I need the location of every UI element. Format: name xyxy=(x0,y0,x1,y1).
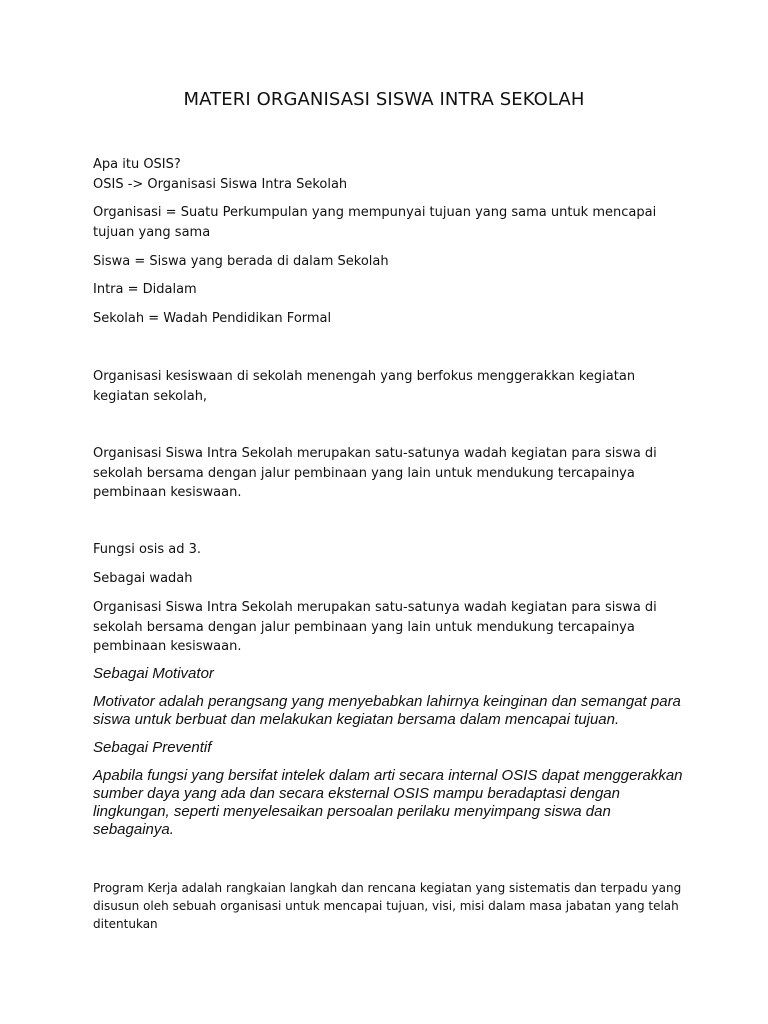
motivator-heading: Sebagai Motivator xyxy=(93,665,214,682)
osis-definition: OSIS -> Organisasi Siswa Intra Sekolah xyxy=(93,177,348,192)
preventif-heading: Sebagai Preventif xyxy=(93,739,212,756)
intra-definition: Intra = Didalam xyxy=(93,282,197,297)
kesiswaan-paragraph: Organisasi kesiswaan di sekolah menengah yang berfokus menggerakkan kegiatan kegiatan sekolah, xyxy=(93,369,636,404)
siswa-definition: Siswa = Siswa yang berada di dalam Sekolah xyxy=(93,254,389,269)
sekolah-definition: Sekolah = Wadah Pendidikan Formal xyxy=(93,311,332,326)
osis-paragraph-2: Organisasi Siswa Intra Sekolah merupakan satu-satunya wadah kegiatan para siswa di sekolah bersama dengan jalur pembinaan yang lain untuk mendukung tercapainya pembinaan kesiswaan. xyxy=(93,600,657,654)
preventif-text: Apabila fungsi yang bersifat intelek dalam arti secara internal OSIS dapat menggerakkan sumber daya yang ada dan secara eksternal OSIS mampu beradaptasi dengan lingkungan, seperti menyelesaikan persoalan perilaku menyimpang siswa dan sebagainya. xyxy=(93,767,683,838)
wadah-heading: Sebagai wadah xyxy=(93,571,193,586)
document-title: MATERI ORGANISASI SISWA INTRA SEKOLAH xyxy=(183,89,585,110)
motivator-text: Motivator adalah perangsang yang menyebabkan lahirnya keinginan dan semangat para siswa untuk berbuat dan melakukan kegiatan bersama dalam mencapai tujuan. xyxy=(93,693,681,728)
organisasi-definition: Organisasi = Suatu Perkumpulan yang mempunyai tujuan yang sama untuk mencapai tujuan yang sama xyxy=(93,205,657,240)
question-osis: Apa itu OSIS? xyxy=(93,157,181,172)
fungsi-heading: Fungsi osis ad 3. xyxy=(93,542,202,557)
osis-paragraph-1: Organisasi Siswa Intra Sekolah merupakan satu-satunya wadah kegiatan para siswa di sekolah bersama dengan jalur pembinaan yang lain untuk mendukung tercapainya pembinaan kesiswaan. xyxy=(93,446,657,500)
program-kerja-paragraph: Program Kerja adalah rangkaian langkah dan rencana kegiatan yang sistematis dan terpadu yang disusun oleh sebuah organisasi untuk mencapai tujuan, visi, misi dalam masa jabatan yang telah ditentukan xyxy=(93,881,682,931)
